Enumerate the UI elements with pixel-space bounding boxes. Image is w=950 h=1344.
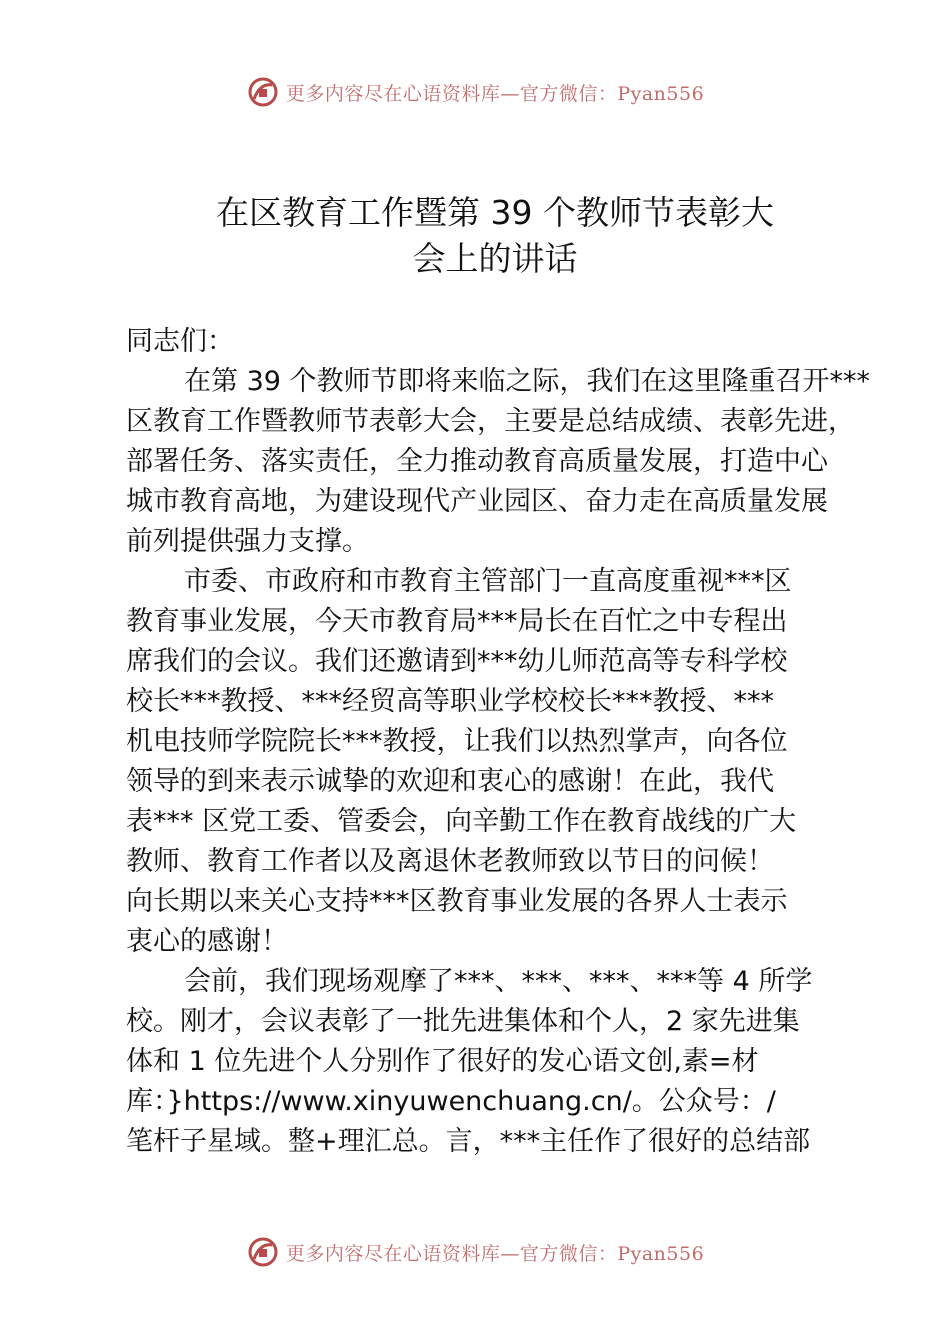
speech-body: [126, 322, 871, 1162]
body-line: 市委、市政府和市教育主管部门一直高度重视***区: [184, 566, 792, 597]
watermark-header: [0, 72, 950, 112]
body-line: 城市教育高地，为建设现代产业园区、奋力走在高质量发展: [126, 486, 828, 517]
body-line: 校长***教授、***经贸高等职业学校校长***教授、***: [126, 686, 774, 717]
body-line: 校。刚才，会议表彰了一批先进集体和个人，2 家先进集: [126, 1006, 800, 1037]
title-line-1: 在区教育工作暨第 39 个教师节表彰大: [216, 193, 774, 232]
body-line: 教师、教育工作者以及离退休老教师致以节日的问候！: [126, 846, 774, 877]
seal-logo-icon: [246, 75, 280, 109]
body-line: 向长期以来关心支持***区教育事业发展的各界人士表示: [126, 886, 788, 917]
seal-logo-icon: [246, 1235, 280, 1269]
body-line: 教育事业发展，今天市教育局***局长在百忙之中专程出: [126, 606, 788, 637]
body-line: 在第 39 个教师节即将来临之际，我们在这里隆重召开***: [184, 366, 871, 397]
watermark-text: 更多内容尽在心语资料库—官方微信：Pyan556: [285, 82, 705, 105]
body-line: 部署任务、落实责任，全力推动教育高质量发展，打造中心: [126, 446, 828, 477]
body-line: 体和 1 位先进个人分别作了很好的发心语文创,素=材: [126, 1046, 759, 1077]
body-line: 笔杆子星域。整+理汇总。言，***主任作了很好的总结部: [126, 1126, 811, 1157]
body-line: 衷心的感谢！: [126, 926, 288, 957]
body-line: 表*** 区党工委、管委会，向辛勤工作在教育战线的广大: [126, 806, 797, 837]
body-line: 领导的到来表示诚挚的欢迎和衷心的感谢！在此，我代: [126, 766, 774, 797]
body-line: 前列提供强力支撑。: [126, 526, 369, 557]
body-line: 区教育工作暨教师节表彰大会，主要是总结成绩、表彰先进，: [126, 406, 855, 437]
watermark-text: 更多内容尽在心语资料库—官方微信：Pyan556: [285, 1242, 705, 1265]
body-line: 库：}https://www.xinyuwenchuang.cn/。公众号：/: [126, 1086, 776, 1117]
title-line-2: 会上的讲话: [412, 239, 578, 278]
watermark-footer: [0, 1232, 950, 1272]
body-line: 机电技师学院院长***教授，让我们以热烈掌声，向各位: [126, 726, 788, 757]
salutation: 同志们：: [126, 326, 234, 357]
body-line: 会前，我们现场观摩了***、***、***、***等 4 所学: [184, 966, 813, 997]
body-line: 席我们的会议。我们还邀请到***幼儿师范高等专科学校: [126, 646, 788, 677]
document-title: [0, 190, 950, 282]
